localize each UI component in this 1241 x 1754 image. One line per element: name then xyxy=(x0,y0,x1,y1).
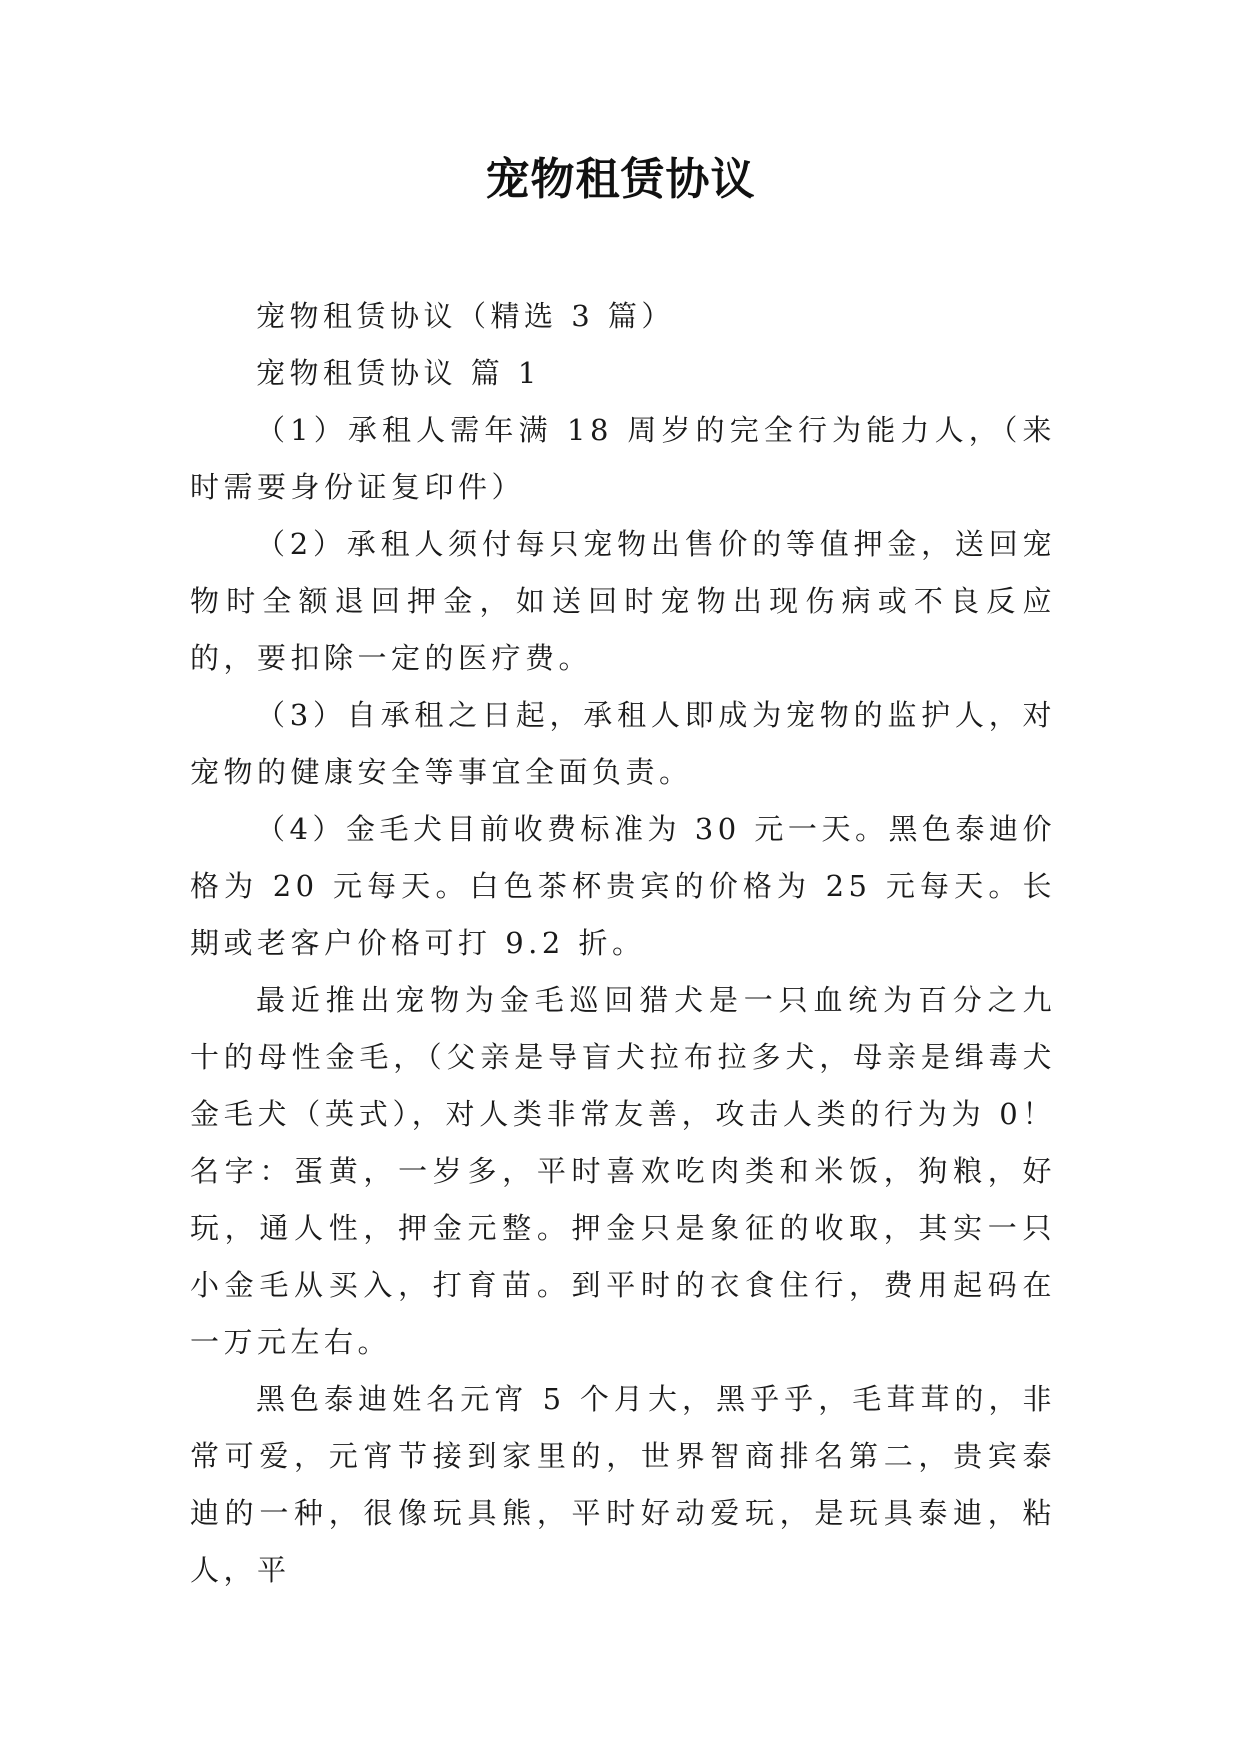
paragraph-clause-3: （3）自承租之日起，承租人即成为宠物的监护人，对宠物的健康安全等事宜全面负责。 xyxy=(190,698,1056,789)
paragraph-clause-2: （2）承租人须付每只宠物出售价的等值押金，送回宠物时全额退回押金，如送回时宠物出现伤病或不良反应的，要扣除一定的医疗费。 xyxy=(190,527,1056,675)
document-title: 宠物租赁协议 xyxy=(485,154,756,205)
paragraph-clause-1: （1）承租人需年满 18 周岁的完全行为能力人，（来时需要身份证复印件） xyxy=(190,413,1056,504)
paragraph-subtitle: 宠物租赁协议（精选 3 篇） xyxy=(256,299,675,333)
paragraph-black-teddy: 黑色泰迪姓名元宵 5 个月大，黑乎乎，毛茸茸的，非常可爱，元宵节接到家里的，世界智商排名第二，贵宾泰迪的一种，很像玩具熊，平时好动爱玩，是玩具泰迪，粘人，平 xyxy=(190,1382,1056,1587)
paragraph-clause-4: （4）金毛犬目前收费标准为 30 元一天。黑色泰迪价格为 20 元每天。白色茶杯贵宾的价格为 25 元每天。长期或老客户价格可打 9.2 折。 xyxy=(190,812,1056,960)
paragraph-golden-retriever: 最近推出宠物为金毛巡回猎犬是一只血统为百分之九十的母性金毛，（父亲是导盲犬拉布拉多犬，母亲是缉毒犬金毛犬（英式），对人类非常友善，攻击人类的行为为 0！名字：蛋黄，一岁多，平时喜欢吃肉类和米饭，狗粮，好玩，通人性，押金元整。押金只是象征的收取，其实一只小金毛从买入，打育苗。到平时的衣食住行，费用起码在一万元左右。 xyxy=(190,983,1056,1359)
paragraph-section-heading: 宠物租赁协议 篇 1 xyxy=(256,356,541,390)
document-body xyxy=(190,288,1056,1599)
